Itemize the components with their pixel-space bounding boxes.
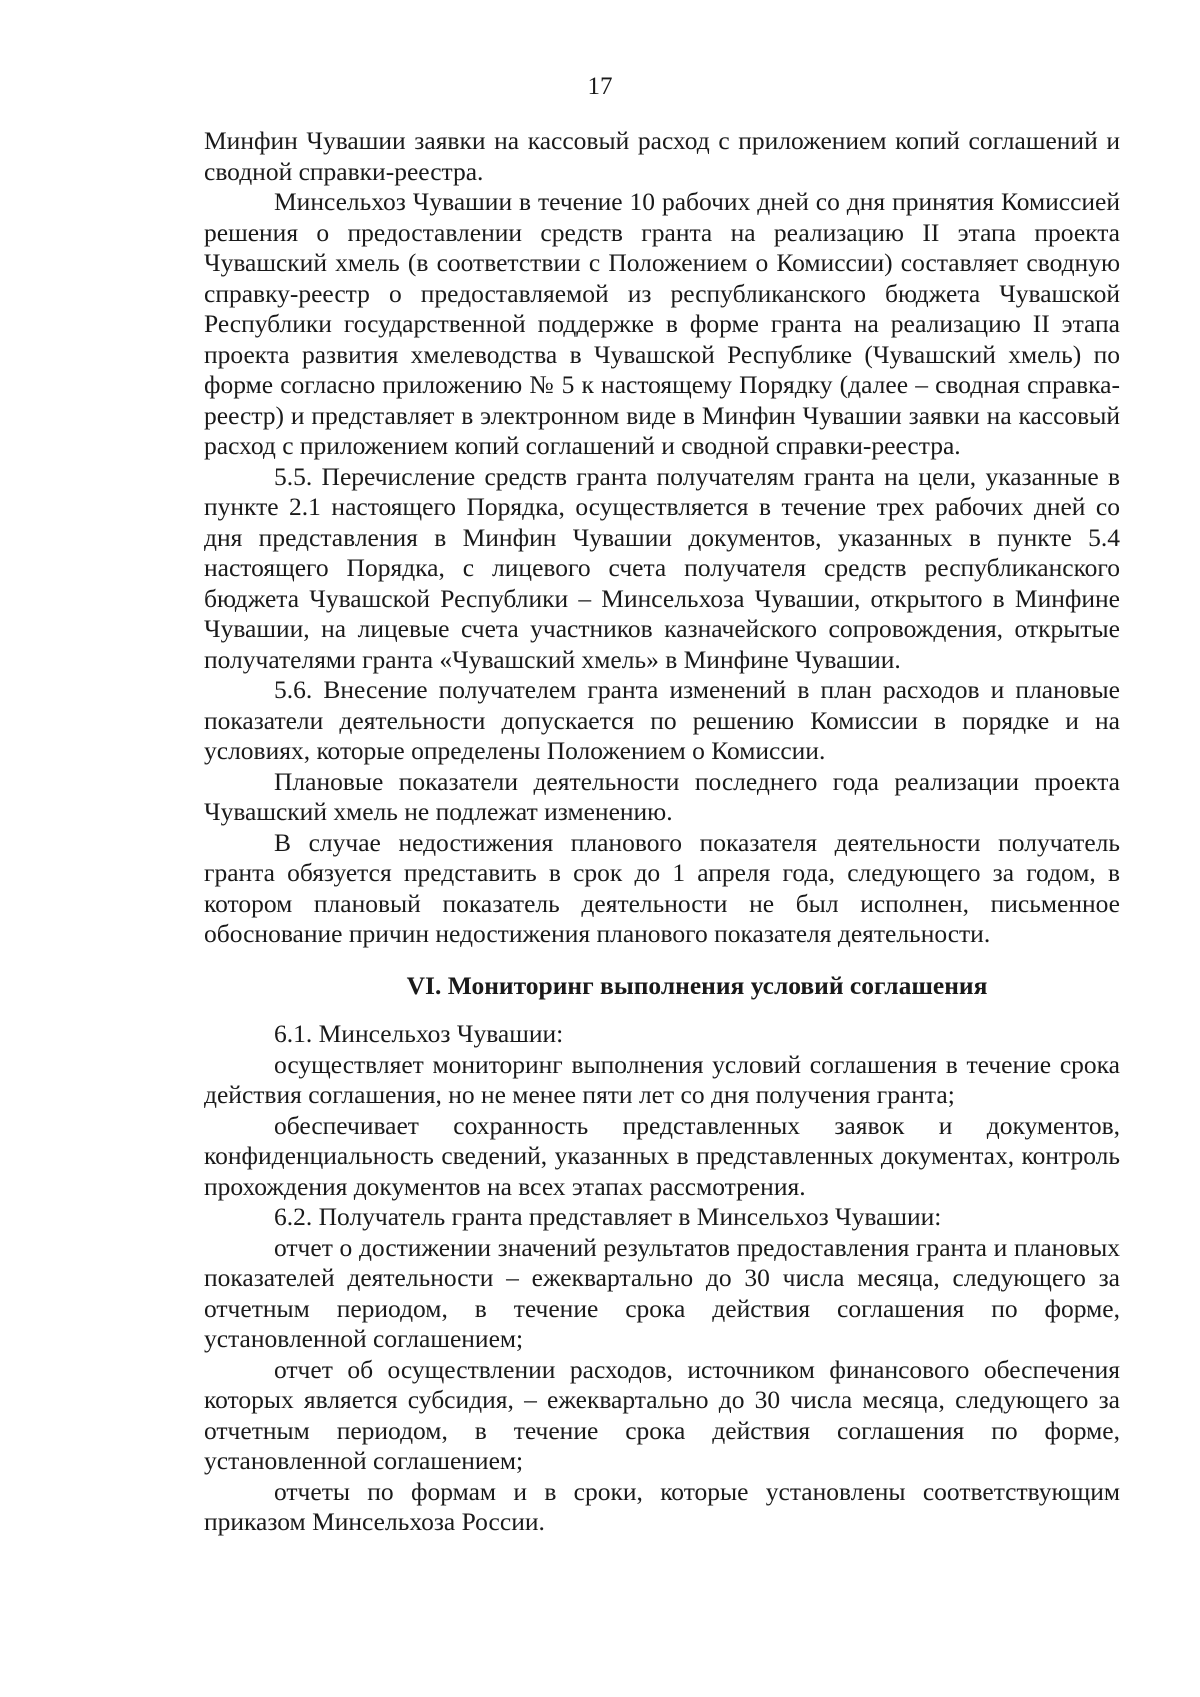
paragraph: 5.6. Внесение получателем гранта изменений в план расходов и плановые показатели деятельности допускается по решению Комиссии в порядке и на условиях, которые определены Положением о Комиссии. [204,675,1120,765]
paragraph: обеспечивает сохранность представленных заявок и документов, конфиденциальность сведений, указанных в представленных документах, контроль прохождения документов на всех этапах рассмотрения. [204,1110,1120,1201]
page-number: 17 [587,73,613,100]
paragraph: отчеты по формам и в сроки, которые установлены соответствующим приказом Минсельхоза России. [204,1476,1120,1536]
paragraph: Плановые показатели деятельности последнего года реализации проекта Чувашский хмель не подлежат изменению. [204,766,1120,826]
paragraph: 5.5. Перечисление средств гранта получателям гранта на цели, указанные в пункте 2.1 настоящего Порядка, осуществляется в течение трех рабочих дней со дня представления в Минфин Чувашии документов, указанных в пункте 5.4 настоящего Порядка, с лицевого счета получателя средств республиканского бюджета Чувашской Республики – Минсельхоза Чувашии, открытого в Минфине Чувашии, на лицевые счета участников казначейского сопровождения, открытые получателями гранта «Чувашский хмель» в Минфине Чувашии. [204,461,1120,674]
paragraph: Минсельхоз Чувашии в течение 10 рабочих дней со дня принятия Комиссией решения о предоставлении средств гранта на реализацию II этапа проекта Чувашский хмель (в соответствии с Положением о Комиссии) составляет сводную справку-реестр о предоставляемой из республиканского бюджета Чувашской Республики государственной поддержке в форме гранта на реализацию II этапа проекта развития хмелеводства в Чувашской Республике (Чувашский хмель) по форме согласно приложению № 5 к настоящему Порядку (далее – сводная справка-реестр) и представляет в электронном виде в Минфин Чувашии заявки на кассовый расход с приложением копий соглашений и сводной справки-реестра. [204,187,1120,460]
paragraph: В случае недостижения планового показателя деятельности получатель гранта обязуется представить в срок до 1 апреля года, следующего за годом, в котором плановый показатель деятельности не был исполнен, письменное обоснование причин недостижения планового показателя деятельности. [204,827,1120,948]
paragraph: 6.2. Получатель гранта представляет в Минсельхоз Чувашии: [274,1202,942,1231]
document-body [204,126,1120,1538]
section-heading: VI. Мониторинг выполнения условий соглашения [406,970,988,1000]
paragraph: отчет о достижении значений результатов предоставления гранта и плановых показателей деятельности – ежеквартально до 30 числа месяца, следующего за отчетным периодом, в течение срока действия соглашения по форме, установленной соглашением; [204,1232,1120,1353]
paragraph: Минфин Чувашии заявки на кассовый расход с приложением копий соглашений и сводной справки-реестра. [204,126,1120,186]
paragraph: 6.1. Минсельхоз Чувашии: [274,1019,564,1048]
paragraph: осуществляет мониторинг выполнения условий соглашения в течение срока действия соглашения, но не менее пяти лет со дня получения гранта; [204,1049,1120,1109]
paragraph: отчет об осуществлении расходов, источником финансового обеспечения которых является субсидия, – ежеквартально до 30 числа месяца, следующего за отчетным периодом, в течение срока действия соглашения по форме, установленной соглашением; [204,1354,1120,1475]
